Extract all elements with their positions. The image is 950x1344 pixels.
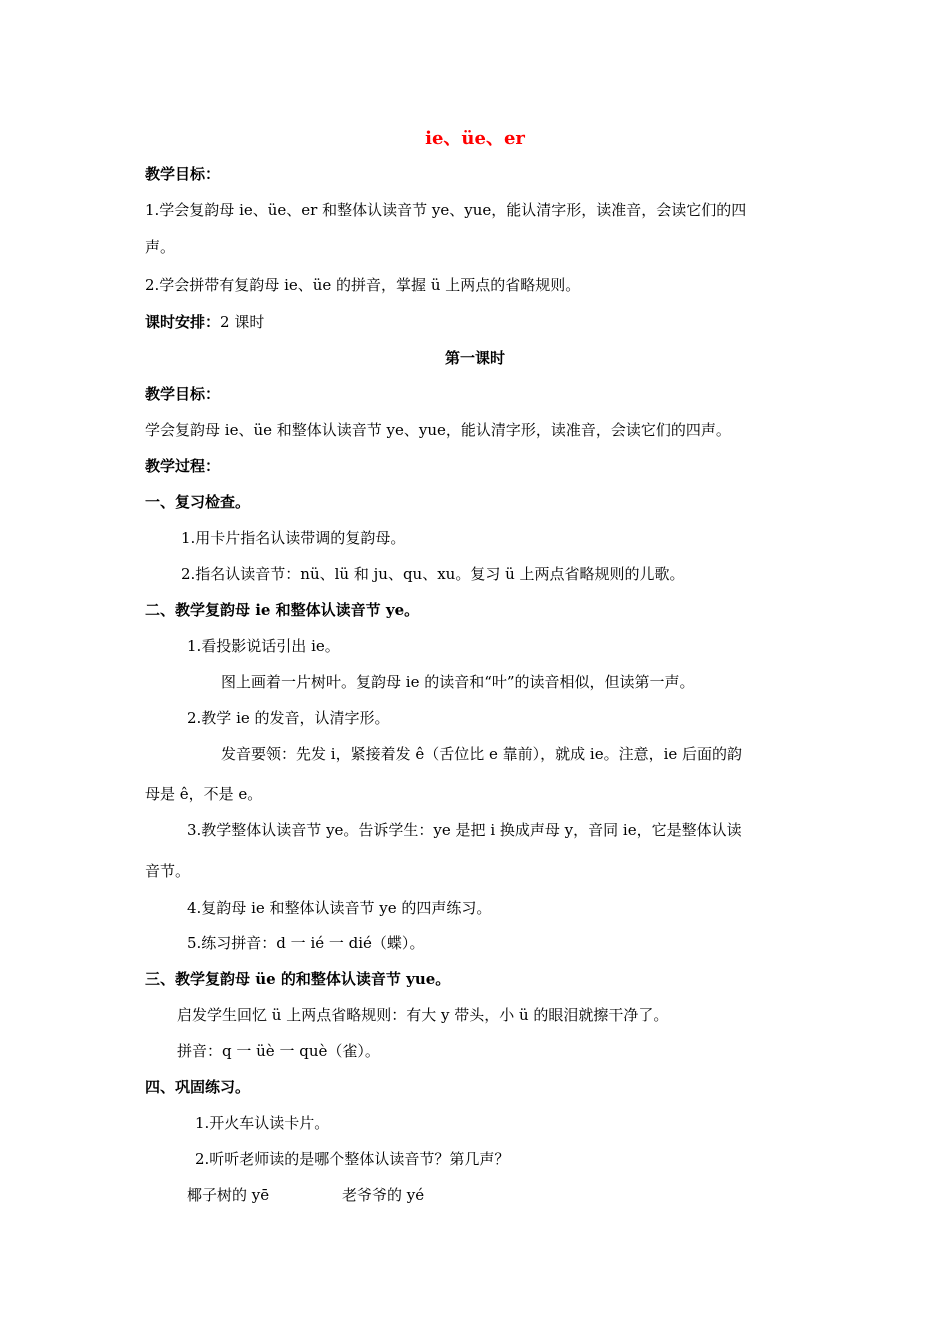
s2-item2-detail-line2: 母是 ê，不是 e。 <box>145 785 263 803</box>
section4-heading: 四、巩固练习。 <box>145 1078 251 1096</box>
section3-heading: 三、教学复韵母 üe 的和整体认读音节 yue。 <box>145 970 451 988</box>
s2-item1: 1.看投影说话引出 ie。 <box>187 637 340 655</box>
s1-item1: 1.用卡片指名认读带调的复韵母。 <box>181 529 406 547</box>
lesson1-heading: 第一课时 <box>444 349 505 367</box>
goals-heading: 教学目标： <box>145 165 221 183</box>
s2-item3-line2: 音节。 <box>145 862 191 880</box>
s2-item2: 2.教学 ie 的发音，认清字形。 <box>187 709 390 727</box>
document-title: ie、üe、er <box>425 128 525 149</box>
s3-text2: 拼音：q 一 üè 一 què（雀）。 <box>177 1042 380 1060</box>
s2-item4: 4.复韵母 ie 和整体认读音节 ye 的四声练习。 <box>187 899 492 917</box>
s4-example1: 椰子树的 yē <box>187 1186 270 1204</box>
schedule-label: 课时安排： <box>145 313 221 331</box>
s4-item1: 1.开火车认读卡片。 <box>195 1114 330 1132</box>
goal-2: 2.学会拼带有复韵母 ie、üe 的拼音，掌握 ü 上两点的省略规则。 <box>145 276 581 294</box>
schedule <box>145 312 264 332</box>
process-heading: 教学过程： <box>145 457 221 475</box>
s4-example2: 老爷爷的 yé <box>342 1186 425 1204</box>
lesson1-goals-heading: 教学目标： <box>145 385 221 403</box>
s2-item2-detail-line1: 发音要领：先发 i，紧接着发 ê（舌位比 e 靠前），就成 ie。注意，ie 后面的韵 <box>221 745 743 763</box>
s2-item3-line1: 3.教学整体认读音节 ye。告诉学生：ye 是把 i 换成声母 y，音同 ie，它是整体认读 <box>187 821 742 839</box>
s2-item5: 5.练习拼音：d 一 ié 一 dié（蝶）。 <box>187 934 425 952</box>
goal-1-line2: 声。 <box>145 238 176 256</box>
section2-heading: 二、教学复韵母 ie 和整体认读音节 ye。 <box>145 601 420 619</box>
schedule-value: 2 课时 <box>220 313 265 331</box>
s4-item2: 2.听听老师读的是哪个整体认读音节？第几声？ <box>195 1150 510 1168</box>
s3-text1: 启发学生回忆 ü 上两点省略规则：有大 y 带头，小 ü 的眼泪就擦干净了。 <box>177 1006 669 1024</box>
s1-item2: 2.指名认读音节：nü、lü 和 ju、qu、xu。复习 ü 上两点省略规则的儿歌。 <box>181 565 685 583</box>
s2-item1-detail: 图上画着一片树叶。复韵母 ie 的读音和“叶”的读音相似，但读第一声。 <box>221 673 695 691</box>
section1-heading: 一、复习检查。 <box>145 493 251 511</box>
goal-1-line1: 1.学会复韵母 ie、üe、er 和整体认读音节 ye、yue，能认清字形，读准音，会读它们的四 <box>145 201 747 219</box>
lesson1-goal: 学会复韵母 ie、üe 和整体认读音节 ye、yue，能认清字形，读准音，会读它们的四声。 <box>145 421 731 439</box>
